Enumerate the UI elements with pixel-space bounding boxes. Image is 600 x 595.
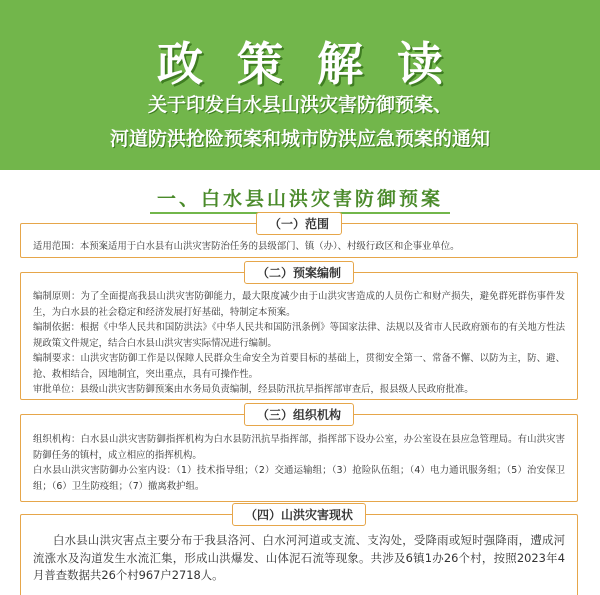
- section-title: 一、白水县山洪灾害防御预案: [156, 188, 443, 210]
- subtitle-line-2: 河道防洪抢险预案和城市防洪应急预案的通知: [109, 128, 490, 150]
- compilation-requirement: 编制要求：山洪灾害防御工作是以保障人民群众生命安全为首要目标的基础上，贯彻安全第一、常备不懈、以防为主，防、避、抢、救相结合，因地制宜，突出重点，具有可操作性。: [33, 353, 565, 380]
- compilation-box: [20, 266, 578, 400]
- compilation-basis: 编制依据：根据《中华人民共和国防洪法》《中华人民共和国防汛条例》等国家法律、法规以及省市人民政府颁布的有关地方性法规政策文件规定，结合白水县山洪灾害实际情况进行编制。: [33, 322, 565, 349]
- organization-box: [20, 408, 578, 502]
- status-box: [20, 508, 578, 595]
- organization-structure: 组织机构：白水县山洪灾害防御指挥机构为白水县防汛抗旱指挥部，指挥部下设办公室，办公室设在县应急管理局。有山洪灾害防御任务的镇村，成立相应的指挥机构。: [33, 434, 565, 461]
- organization-heading: （三）组织机构: [244, 403, 354, 426]
- organization-groups: 白水县山洪灾害防御办公室内设：（1）技术指导组；（2）交通运输组；（3）抢险队伍组；（4）电力通讯服务组；（5）治安保卫组；（6）卫生防疫组；（7）撤离救护组。: [33, 465, 565, 492]
- compilation-approval: 审批单位：县级山洪灾害防御预案由水务局负责编制，经县防汛抗旱指挥部审查后，报县级人民政府批准。: [33, 384, 474, 395]
- header-banner: [0, 0, 600, 170]
- scope-heading: （一）范围: [256, 212, 342, 235]
- scope-text: 适用范围：本预案适用于白水县有山洪灾害防治任务的县级部门、镇（办）、村级行政区和企事业单位。: [33, 241, 460, 252]
- scope-box: [20, 217, 578, 258]
- compilation-text: [33, 273, 565, 398]
- organization-text: [33, 415, 565, 494]
- compilation-heading: （二）预案编制: [244, 261, 354, 284]
- status-text: 白水县山洪灾害点主要分布于我县洛河、白水河河道或支流、支沟处，受降雨或短时强降雨，遭成河流涨水及沟道发生水流汇集，形成山洪爆发、山体泥石流等现象。共涉及6镇1办26个村，按照2023年4月普查数据共26个村967户2718人。: [33, 533, 565, 582]
- main-title: 政策解读: [157, 37, 477, 91]
- status-heading: （四）山洪灾害现状: [232, 503, 366, 526]
- compilation-principle: 编制原则：为了全面提高我县山洪灾害防御能力，最大限度减少由于山洪灾害造成的人员伤亡和财产损失，避免群死群伤事件发生，为白水县的社会稳定和经济发展打好基础，特制定本预案。: [33, 291, 565, 318]
- subtitle-line-1: 关于印发白水县山洪灾害防御预案、: [147, 94, 452, 116]
